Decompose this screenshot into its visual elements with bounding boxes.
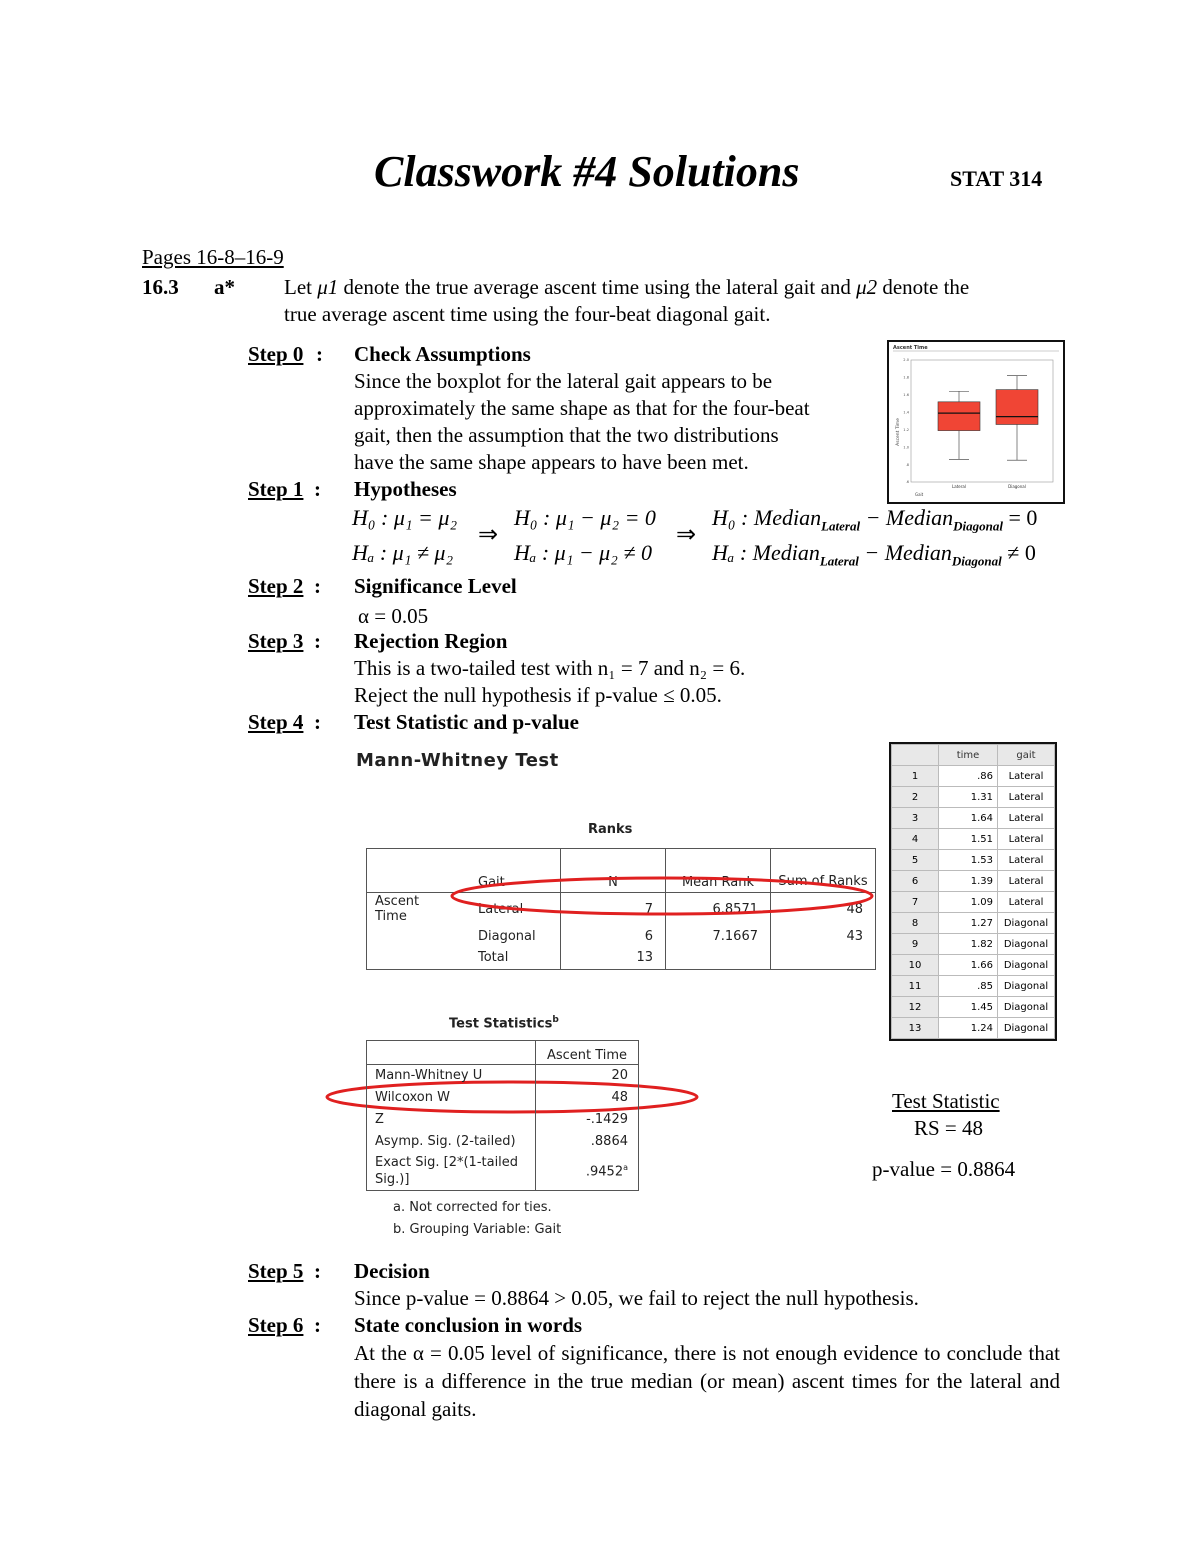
step0-title: Check Assumptions	[354, 342, 531, 366]
p-value: p-value = 0.8864	[872, 1157, 1016, 1181]
boxplot-category-diagonal: Diagonal	[1008, 484, 1026, 489]
mu1-symbol: μ1	[317, 275, 339, 299]
data-header-index	[892, 745, 939, 766]
data-cell-gait: Diagonal	[998, 913, 1055, 934]
boxplot-ytick: .8	[905, 462, 909, 467]
data-cell-gait: Lateral	[998, 871, 1055, 892]
boxplot-ylabel: Ascent Time	[896, 418, 901, 446]
data-cell-index: 2	[892, 787, 939, 808]
data-cell-index: 4	[892, 829, 939, 850]
implies-arrow-1: ⇒	[478, 522, 499, 548]
ranks-gait-diagonal: Diagonal	[478, 928, 536, 944]
test-statistics-title: Test Statistics$^b$	[449, 1015, 559, 1032]
data-cell-gait: Diagonal	[998, 976, 1055, 997]
data-row	[892, 997, 1055, 1018]
data-row	[892, 913, 1055, 934]
data-cell-index: 11	[892, 976, 939, 997]
step2-title: Significance Level	[354, 574, 517, 598]
boxplot-ytick: 1.8	[903, 375, 909, 380]
data-row	[892, 892, 1055, 913]
step0-line1: Since the boxplot for the lateral gait appears to be	[354, 369, 773, 393]
data-cell-time: 1.27	[939, 913, 998, 934]
boxplot-ytick: 1.0	[903, 445, 909, 450]
boxplot-xlabel: Gait	[915, 492, 924, 497]
alpha-value: α = 0.05	[358, 604, 429, 628]
data-cell-gait: Diagonal	[998, 1018, 1055, 1039]
ranks-gait-total: Total	[454, 947, 561, 969]
step6-conclusion: At the α = 0.05 level of significance, there is not enough evidence to conclude that there is a difference in the true median (or mean) ascent times for the lateral and diagonal gaits.	[354, 1341, 1060, 1421]
ts-value-asymp: .8864	[536, 1131, 639, 1153]
page-title: Classwork #4 Solutions	[374, 147, 800, 196]
data-cell-gait: Diagonal	[998, 934, 1055, 955]
data-cell-index: 3	[892, 808, 939, 829]
ts-label-w: Wilcoxon W	[367, 1087, 536, 1109]
boxplot-ytick: 1.6	[903, 393, 909, 398]
data-cell-index: 9	[892, 934, 939, 955]
data-cell-index: 7	[892, 892, 939, 913]
step6-title: State conclusion in words	[354, 1313, 583, 1337]
ts-label-asymp: Asymp. Sig. (2-tailed)	[367, 1131, 536, 1153]
step4-colon: :	[314, 710, 321, 734]
data-cell-gait: Lateral	[998, 892, 1055, 913]
data-row	[892, 787, 1055, 808]
ranks-mean-diagonal: 7.1667	[666, 925, 771, 947]
data-cell-time: 1.09	[939, 892, 998, 913]
data-row	[892, 976, 1055, 997]
ranks-header-n: N	[561, 849, 666, 893]
footnote-b: b. Grouping Variable: Gait	[393, 1222, 562, 1237]
data-cell-index: 8	[892, 913, 939, 934]
implies-arrow-2: ⇒	[676, 522, 697, 548]
step5-title: Decision	[354, 1259, 430, 1283]
ranks-n-total: 13	[561, 947, 666, 969]
step0-line3: gait, then the assumption that the two distributions	[354, 423, 779, 447]
h0-equal-means: H₀ : μ₁ = μ₂	[352, 505, 458, 530]
data-cell-index: 1	[892, 766, 939, 787]
ranks-gait-lateral: Lateral	[478, 901, 524, 917]
boxplot-ytick: 2.0	[903, 358, 909, 363]
test-statistic-label: Test Statistic	[892, 1089, 1000, 1113]
test-statistics-table	[366, 1040, 639, 1191]
data-cell-index: 10	[892, 955, 939, 976]
data-cell-gait: Lateral	[998, 850, 1055, 871]
data-cell-gait: Lateral	[998, 787, 1055, 808]
data-row	[892, 934, 1055, 955]
problem-part: a*	[214, 275, 235, 299]
step0-label: Step 0	[248, 342, 304, 366]
ranks-n-lateral: 7	[561, 893, 666, 926]
step4-title: Test Statistic and p-value	[354, 710, 580, 734]
ts-value-z: -.1429	[536, 1109, 639, 1131]
step3-title: Rejection Region	[354, 629, 508, 653]
ranks-header-gait: Gait	[454, 849, 561, 893]
ts-value-w: 48	[536, 1087, 639, 1109]
boxplot-ytick: 1.4	[903, 410, 909, 415]
let-text: Let	[284, 275, 312, 299]
ranks-n-diagonal: 6	[561, 925, 666, 947]
step0-line2: approximately the same shape as that for the four-beat	[354, 396, 810, 420]
ha-median: Hₐ : Median$_{Lateral}$ − Median$_{Diagonal}$ ≠ 0	[712, 540, 1036, 569]
problem-number: 16.3	[142, 275, 179, 299]
data-row	[892, 1018, 1055, 1039]
data-cell-gait: Lateral	[998, 766, 1055, 787]
data-cell-time: 1.64	[939, 808, 998, 829]
data-cell-gait: Lateral	[998, 808, 1055, 829]
data-header-time: time	[939, 745, 998, 766]
step2-label: Step 2	[248, 574, 304, 598]
step0-line4: have the same shape appears to have been met.	[354, 450, 749, 474]
data-row	[892, 766, 1055, 787]
step4-label: Step 4	[248, 710, 304, 734]
ranks-header-mean-rank: Mean Rank	[666, 849, 771, 893]
data-cell-time: 1.31	[939, 787, 998, 808]
data-header-gait: gait	[998, 745, 1055, 766]
data-cell-time: .85	[939, 976, 998, 997]
pages-reference: Pages 16-8–16-9	[142, 245, 284, 269]
step3-line1: This is a two-tailed test with n₁ = 7 and n₂ = 6.	[354, 656, 746, 680]
boxplot-category-lateral: Lateral	[952, 484, 966, 489]
step5-line: Since p-value = 0.8864 > 0.05, we fail to reject the null hypothesis.	[354, 1286, 919, 1310]
boxplot-title: Ascent Time	[893, 345, 928, 351]
step1-label: Step 1	[248, 477, 304, 501]
mann-whitney-title: Mann-Whitney Test	[356, 750, 559, 771]
data-cell-time: 1.53	[939, 850, 998, 871]
step2-colon: :	[314, 574, 321, 598]
step0-colon: :	[316, 342, 323, 366]
data-cell-index: 5	[892, 850, 939, 871]
data-row	[892, 850, 1055, 871]
boxplot-ytick: .6	[905, 480, 909, 485]
footnote-a: a. Not corrected for ties.	[393, 1200, 552, 1215]
step1-title: Hypotheses	[354, 477, 457, 501]
data-cell-index: 12	[892, 997, 939, 1018]
h0-median: H₀ : Median$_{Lateral}$ − Median$_{Diagonal}$ = 0	[712, 505, 1038, 534]
data-table-frame	[889, 742, 1057, 1041]
data-row	[892, 955, 1055, 976]
data-cell-gait: Diagonal	[998, 955, 1055, 976]
highlight-lateral-row	[452, 878, 872, 914]
h0-difference: H₀ : μ₁ − μ₂ = 0	[514, 505, 656, 530]
step3-colon: :	[314, 629, 321, 653]
course-code: STAT 314	[950, 166, 1043, 191]
step6-label: Step 6	[248, 1313, 304, 1337]
ranks-mean-lateral: 6.8571	[666, 893, 771, 926]
data-cell-gait: Diagonal	[998, 997, 1055, 1018]
data-cell-time: 1.39	[939, 871, 998, 892]
step6-colon: :	[314, 1313, 321, 1337]
data-cell-time: .86	[939, 766, 998, 787]
ranks-sum-lateral: 48	[771, 893, 876, 926]
ranks-variable: Ascent Time	[367, 893, 455, 926]
data-cell-time: 1.82	[939, 934, 998, 955]
ranks-header-sum: Sum of Ranks	[771, 849, 876, 893]
ranks-title: Ranks	[588, 822, 633, 837]
rs-value: RS = 48	[914, 1116, 984, 1140]
ha-difference: Hₐ : μ₁ − μ₂ ≠ 0	[514, 540, 652, 565]
ha-unequal-means: Hₐ : μ₁ ≠ μ₂	[352, 540, 454, 565]
boxplot-ytick: 1.2	[903, 427, 909, 432]
ts-label-exact: Exact Sig. [2*(1-tailed Sig.)]	[367, 1153, 536, 1191]
ts-value-exact: .9452$^a$	[536, 1153, 639, 1191]
data-row	[892, 871, 1055, 892]
data-cell-gait: Lateral	[998, 829, 1055, 850]
let-text-mid: denote the true average ascent time using the lateral gait and	[343, 275, 851, 299]
step5-label: Step 5	[248, 1259, 304, 1283]
problem-statement-line2: true average ascent time using the four-beat diagonal gait.	[284, 302, 771, 326]
step3-line2: Reject the null hypothesis if p-value ≤ 0.05.	[354, 683, 722, 707]
mu2-symbol: μ2	[856, 275, 878, 299]
let-text-end: denote the	[882, 275, 970, 299]
data-cell-time: 1.51	[939, 829, 998, 850]
step3-label: Step 3	[248, 629, 304, 653]
step5-colon: :	[314, 1259, 321, 1283]
data-row	[892, 808, 1055, 829]
data-cell-index: 6	[892, 871, 939, 892]
ts-header: Ascent Time	[536, 1041, 639, 1065]
data-row	[892, 829, 1055, 850]
ts-value-u: 20	[536, 1065, 639, 1087]
data-cell-time: 1.45	[939, 997, 998, 1018]
ranks-sum-diagonal: 43	[771, 925, 876, 947]
ts-label-z: Z	[367, 1109, 536, 1131]
data-cell-time: 1.24	[939, 1018, 998, 1039]
data-cell-index: 13	[892, 1018, 939, 1039]
step1-colon: :	[314, 477, 321, 501]
ts-label-u: Mann-Whitney U	[367, 1065, 536, 1087]
data-table	[891, 744, 1055, 1039]
data-cell-time: 1.66	[939, 955, 998, 976]
